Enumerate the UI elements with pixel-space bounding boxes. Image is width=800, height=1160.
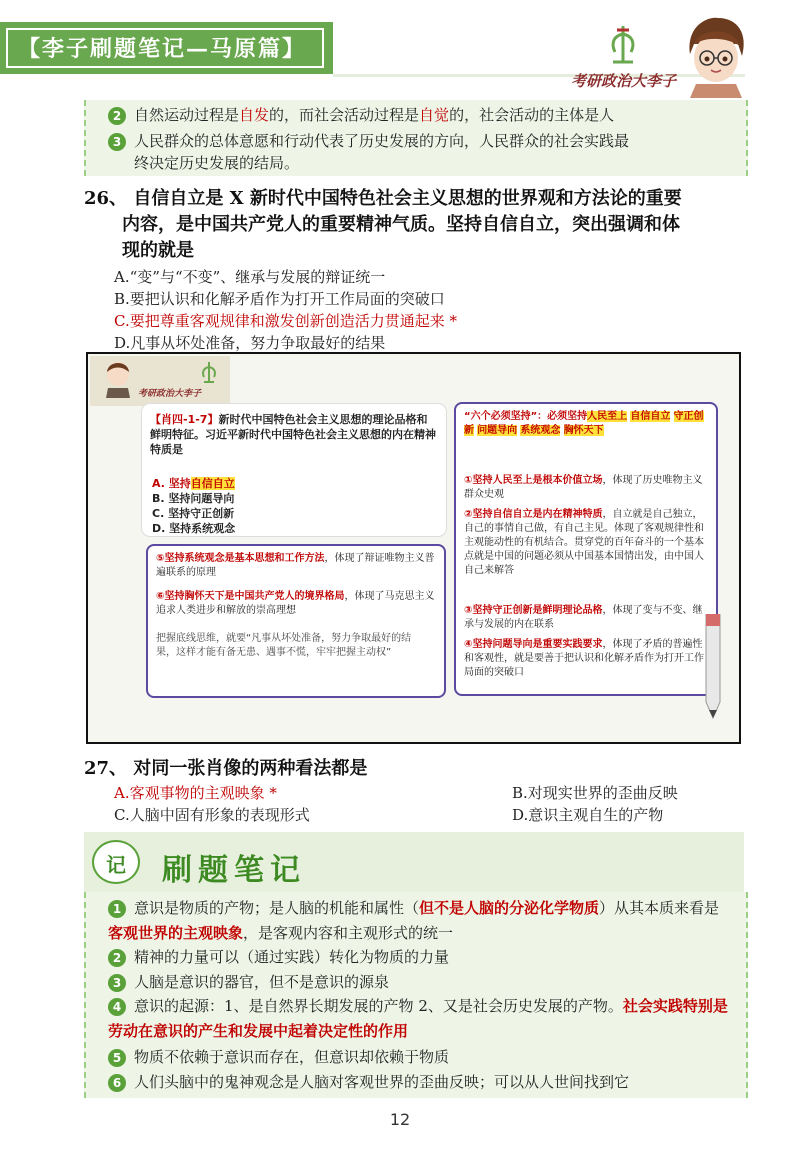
point-rest: ，体现了变与不变、继承与发展的内在联系 (464, 605, 703, 630)
option-highlight: 自信自立 (190, 477, 235, 490)
notes-item-5 (108, 1044, 449, 1071)
point-bold: 坚持自信自立是内在精神特质 (472, 509, 603, 520)
figure-left-bottom-card (146, 544, 446, 698)
note-text: 的，而社会活动过程是 (269, 106, 420, 124)
number-badge: 1 (108, 900, 126, 918)
header-title: 【李子刷题笔记—马原篇】 (18, 36, 307, 62)
figure-six-musts (464, 410, 708, 438)
figure-question-text: 新时代中国特色社会主义思想的理论品格和鲜明特征。习近平新时代中国特色社会主义思想的内在精神特质是 (150, 413, 436, 456)
note-text: 物质不依赖于意识而存在，但意识却依赖于物质 (134, 1048, 450, 1066)
option-label: A. (152, 477, 165, 490)
note-text: 意识的起源：1、是自然界长期发展的产物 2、又是社会历史发展的产物。 (134, 997, 623, 1015)
figure-option-b (152, 491, 234, 506)
note-text: ）从其本质来看是 (599, 899, 720, 917)
question-26-option-b: B.要把认识和化解矛盾作为打开工作局面的突破口 (114, 290, 445, 308)
pencil-icon (698, 614, 732, 724)
point-rest: ，体现了历史唯物主义群众史观 (464, 475, 703, 500)
point-num: ⑥ (156, 591, 165, 602)
question-27-option-a: A.客观事物的主观映象 * (114, 784, 277, 802)
figure-logo-icon (198, 360, 220, 384)
figure-avatar (104, 358, 132, 398)
note-text: 人脑是意识的器官，但不是意识的源泉 (134, 973, 390, 991)
question-27-option-c: C.人脑中固有形象的表现形式 (114, 806, 310, 824)
point-rest: ，体现了马克思主义追求人类进步和解放的崇高理想 (156, 591, 435, 616)
figure-point-4 (464, 638, 708, 680)
point-rest: ，自立就是自己独立，自己的事情自己做，有自己主见。体现了客观规律性和主观能动性的有机结合。贯穿党的百年奋斗的一个基本点就是中国的问题必须从中国基本国情出发，由中国人自己来解答 (464, 509, 704, 576)
point-bold: 坚持系统观念是基本思想和工作方法 (164, 553, 325, 564)
figure-quote: 把握底线思维，就要“凡事从坏处准备，努力争取最好的结果，这样才能有备无患、遇事不慌，牢牢把握主动权” (156, 633, 412, 658)
page-number: 12 (389, 1110, 411, 1129)
question-26-option-d: D.凡事从坏处准备，努力争取最好的结果 (114, 334, 386, 352)
note-text: 人民群众的总体意愿和行动代表了历史发展的方向，人民群众的社会实践最 (134, 132, 630, 150)
option-text: 坚持问题导向 (168, 492, 235, 505)
question-26-stem-line-3: 现的就是 (122, 240, 194, 261)
top-note-item-3-cont: 终决定历史发展的结局。 (134, 154, 300, 172)
note-text-red: 自发 (239, 106, 270, 124)
note-text: 自然运动过程是 (134, 106, 240, 124)
point-num: ③ (464, 605, 473, 616)
point-rest: ，体现了矛盾的普遍性和客观性，就是要善于把认识和化解矛盾作为打开工作局面的突破口 (464, 639, 704, 678)
number-badge: 5 (108, 1049, 126, 1067)
notes-badge (92, 840, 140, 884)
number-badge: 6 (108, 1074, 126, 1092)
figure-option-c (152, 506, 234, 521)
six-musts-item: 胸怀天下 (563, 425, 604, 436)
point-num: ② (464, 509, 473, 520)
six-musts-item: 系统观念 (520, 425, 561, 436)
avatar-cartoon (680, 14, 752, 98)
number-badge: 4 (108, 998, 126, 1016)
six-musts-lead: “六个必须坚持”：必须坚持 (464, 411, 588, 422)
notes-item-3 (108, 969, 389, 996)
option-label: D. (152, 522, 166, 535)
note-text-red: 但不是人脑的分泌化学物质 (419, 899, 600, 917)
figure-question-stem (150, 412, 438, 457)
point-bold: 坚持守正创新是鲜明理论品格 (472, 605, 603, 616)
six-musts-item: 自信自立 (630, 411, 671, 422)
notes-badge-text: 记 (106, 853, 126, 877)
note-text: 精神的力量可以（通过实践）转化为物质的力量 (134, 948, 450, 966)
note-text-red: 客观世界的主观映象 (108, 924, 244, 942)
explanation-figure (86, 352, 741, 744)
six-musts-item: 问题导向 (477, 425, 518, 436)
option-text: 坚持守正创新 (168, 507, 235, 520)
six-musts-item: 人民至上 (587, 411, 628, 422)
number-badge: 3 (108, 133, 126, 151)
note-text-red: 自觉 (419, 106, 450, 124)
figure-point-1 (464, 474, 708, 502)
figure-logo-text: 考研政治大李子 (138, 389, 202, 399)
number-badge: 2 (108, 949, 126, 967)
point-num: ⑤ (156, 553, 165, 564)
option-label: B. (152, 492, 165, 505)
figure-point-5 (156, 552, 436, 580)
note-text: ，是客观内容和主观形式的统一 (243, 924, 454, 942)
figure-point-2 (464, 508, 708, 578)
question-27-option-d: D.意识主观自生的产物 (512, 806, 664, 824)
figure-option-a (152, 476, 235, 491)
question-27-stem: 27、 对同一张肖像的两种看法都是 (84, 758, 368, 779)
question-26-stem-line-2: 内容，是中国共产党人的重要精神气质。坚持自信自立，突出强调和体 (122, 214, 680, 235)
point-bold: 坚持问题导向是重要实践要求 (472, 639, 603, 650)
figure-point-3 (464, 604, 708, 632)
number-badge: 2 (108, 107, 126, 125)
number-badge: 3 (108, 974, 126, 992)
notes-item-4 (108, 994, 734, 1044)
note-text-red: 社会实践特别是劳动在意识的产生和发展中起着决定性的作用 (108, 997, 728, 1040)
option-label: C. (152, 507, 165, 520)
option-text: 坚持系统观念 (169, 522, 236, 535)
question-26-option-a: A.“变”与“不变”、继承与发展的辩证统一 (114, 268, 386, 286)
point-num: ① (464, 475, 473, 486)
figure-left-question-card (142, 404, 446, 536)
notes-title: 刷题笔记 (162, 853, 306, 888)
point-num: ④ (464, 639, 473, 650)
figure-question-tag: 【肖四-1-7】 (150, 413, 219, 426)
note-text: 意识是物质的产物；是人脑的机能和属性（ (134, 899, 420, 917)
point-rest: ，体现了辩证唯物主义普遍联系的原理 (156, 553, 435, 578)
notes-item-1 (108, 896, 734, 946)
figure-point-6 (156, 590, 436, 618)
top-note-item-2 (108, 102, 738, 129)
six-musts-item: 守正创新 (464, 411, 704, 436)
question-26-stem-line-1: 26、 自信自立是 X 新时代中国特色社会主义思想的世界观和方法论的重要 (84, 188, 682, 209)
notes-item-2 (108, 944, 449, 971)
question-26-option-c: C.要把尊重客观规律和激发创新创造活力贯通起来 * (114, 312, 457, 330)
point-bold: 坚持胸怀天下是中国共产党人的境界格局 (164, 591, 345, 602)
note-text: 的，社会活动的主体是人 (449, 106, 615, 124)
option-text: 坚持 (168, 477, 191, 490)
logo-tree-icon (603, 22, 643, 66)
figure-option-d (152, 521, 235, 536)
notes-item-6 (108, 1069, 629, 1096)
point-bold: 坚持人民至上是根本价值立场 (472, 475, 603, 486)
figure-right-card (454, 402, 718, 696)
question-27-option-b: B.对现实世界的歪曲反映 (512, 784, 678, 802)
logo-text: 考研政治大李子 (571, 72, 677, 90)
note-text: 人们头脑中的鬼神观念是人脑对客观世界的歪曲反映；可以从人世间找到它 (134, 1073, 630, 1091)
